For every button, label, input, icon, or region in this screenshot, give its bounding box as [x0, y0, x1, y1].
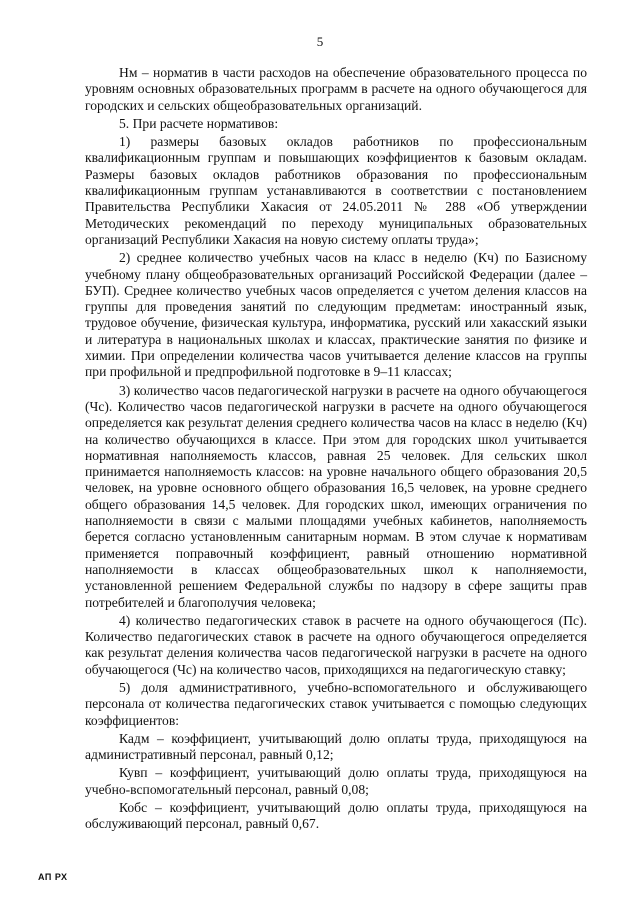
paragraph-subitem-1: 1) размеры базовых окладов работников по профессиональным квалификационным группам и повышающих коэффициентов к базовым окладам. Размеры базовых окладов работников образования по профессиональным квалификационным группам устанавливаются в соответствии с постановлением Правительства Республики Хакасия от 24.05.2011 № 288 «Об утверждении Методических рекомендаций по переходу муниципальных образовательных организаций Республики Хакасия на новую систему оплаты труда»;	[85, 134, 587, 247]
document-body	[85, 65, 587, 833]
paragraph-coefficient-kobs: Кобс – коэффициент, учитывающий долю оплаты труда, приходящуюся на обслуживающий персонал, равный 0,67.	[85, 800, 587, 832]
paragraph-subitem-2: 2) среднее количество учебных часов на класс в неделю (Кч) по Базисному учебному плану общеобразовательных организаций Российской Федерации (далее – БУП). Среднее количество учебных часов определяется с учетом деления классов на группы для проведения занятий по следующим предметам: иностранный язык, трудовое обучение, физическая культура, информатика, русский или хакасский языки и литература в национальных школах и классах, практические занятия по физике и химии. При определении количества часов учитывается деление классов на группы при профильной и предпрофильной подготовке в 9–11 классах;	[85, 250, 587, 380]
paragraph-coefficient-kuvp: Кувп – коэффициент, учитывающий долю оплаты труда, приходящуюся на учебно-вспомогательный персонал, равный 0,08;	[85, 765, 587, 797]
paragraph-item-5-intro: 5. При расчете нормативов:	[119, 115, 279, 131]
paragraph-subitem-5: 5) доля административного, учебно-вспомогательного и обслуживающего персонала от количества педагогических ставок учитывается с помощью следующих коэффициентов:	[85, 679, 587, 728]
footer-mark: АП РХ	[38, 872, 68, 882]
page-number: 5	[316, 34, 324, 49]
paragraph-subitem-4: 4) количество педагогических ставок в расчете на одного обучающегося (Пс). Количество педагогических ставок в расчете на одного обучающегося определяется как результат деления количества часов педагогической нагрузки в расчете на одного обучающегося (Чс) на количество часов, приходящихся на педагогическую ставку;	[85, 612, 587, 677]
paragraph-subitem-3: 3) количество часов педагогической нагрузки в расчете на одного обучающегося (Чс). Количество часов педагогической нагрузки в расчете на одного обучающегося определяется как результат деления среднего количества часов на класс в неделю (Кч) на количество обучающихся в классе. При этом для городских школ учитывается нормативная наполняемость классов, равная 25 человек. Для сельских школ принимается наполняемость классов: на уровне начального общего образования 20,5 человек, на уровне основного общего образования 16,5 человек, на уровне среднего общего образования 14,5 человек. Для городских школ, имеющих ограничения по наполняемости в связи с малыми площадями учебных кабинетов, наполняемость берется согласно установленным санитарным нормам. В этом случае к нормативам применяется поправочный коэффициент, равный отношению нормативной наполняемости в классах общеобразовательных школ к наполняемости, установленной решением Федеральной службы по надзору в сфере защиты прав потребителей и благополучия человека;	[85, 382, 587, 610]
paragraph-coefficient-kadm: Кадм – коэффициент, учитывающий долю оплаты труда, приходящуюся на административный персонал, равный 0,12;	[85, 730, 587, 763]
paragraph-norm-definition: Нм – норматив в части расходов на обеспечение образовательного процесса по уровням основных образовательных программ в расчете на одного обучающегося для городских и сельских общеобразовательных организаций.	[85, 65, 587, 113]
